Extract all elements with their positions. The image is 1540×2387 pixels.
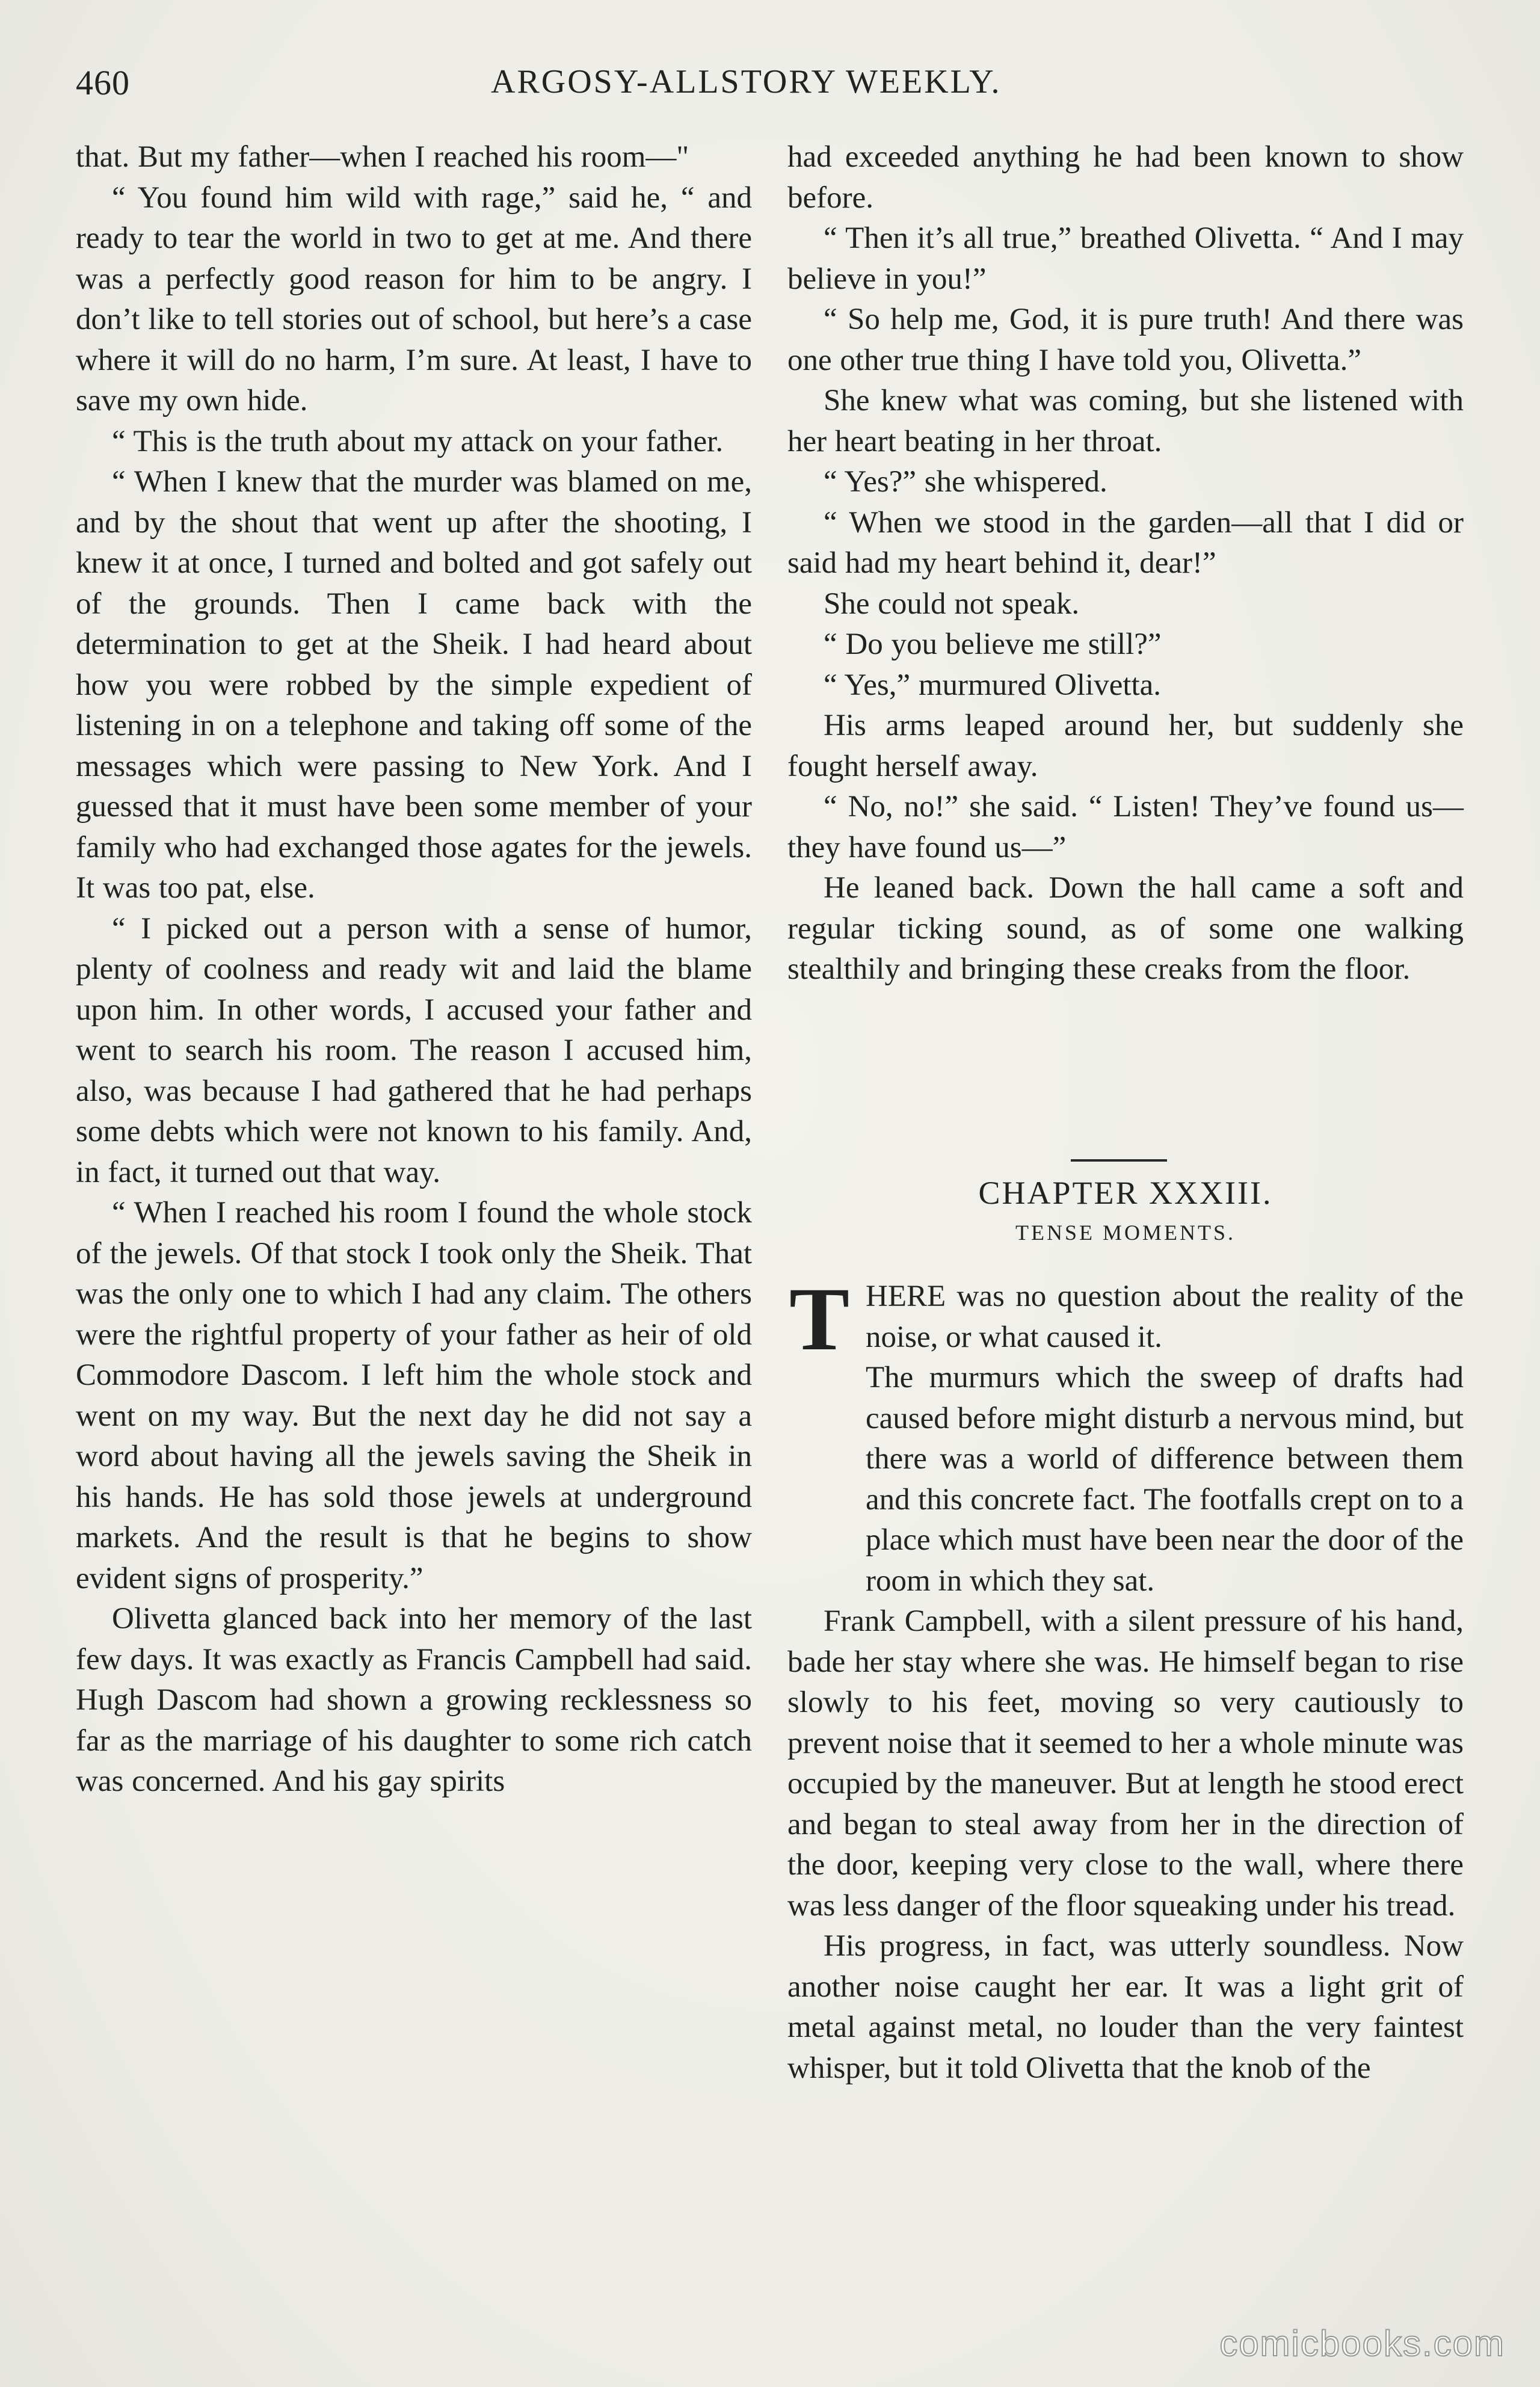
paragraph: He leaned back. Down the hall came a soft and regular ticking sound, as of some one walking stealthily and bringing these creaks from the floor. bbox=[787, 871, 1464, 986]
paragraph: “ No, no!” she said. “ Listen! They’ve found us—they have found us—” bbox=[787, 790, 1464, 864]
paragraph: “ When we stood in the garden—all that I did or said had my heart behind it, dear!” bbox=[787, 505, 1464, 580]
paragraph: that. But my father—when I reached his room—" bbox=[76, 140, 689, 174]
paragraph: had exceeded anything he had been known to show before. bbox=[787, 140, 1464, 215]
paragraph: “ I picked out a person with a sense of humor, plenty of coolness and ready wit and laid the blame upon him. In other words, I accused your father and went to search his room. The reason I accused him, also, was because I had gathered that he had perhaps some debts which were not known to his family. And, in fact, it turned out that way. bbox=[76, 911, 752, 1189]
paragraph: His arms leaped around her, but suddenly she fought herself away. bbox=[787, 709, 1464, 783]
paragraph: “ This is the truth about my attack on your father. bbox=[112, 424, 724, 458]
paragraph: “ Yes,” murmured Olivetta. bbox=[824, 668, 1162, 702]
watermark-logo: comicbooks.com bbox=[1219, 2323, 1505, 2364]
chapter-paragraph: Frank Campbell, with a silent pressure of his hand, bade her stay where she was. He himself began to rise slowly to his feet, moving so very cautiously to prevent noise that it seemed to her a whole minute was occupied by the maneuver. But at length he stood erect and began to steal away from her in the direction of the door, keeping very close to the wall, where there was less danger of the floor squeaking under his tread. bbox=[787, 1604, 1464, 1923]
chapter-paragraph: His progress, in fact, was utterly soundless. Now another noise caught her ear. It was a light grit of metal against metal, no louder than the very faintest whisper, but it told Olivetta that the knob of the bbox=[787, 1929, 1464, 2085]
chapter-title: CHAPTER XXXIII. bbox=[978, 1175, 1273, 1211]
section-divider bbox=[1071, 1159, 1167, 1162]
chapter-first-paragraph-rest: The murmurs which the sweep of drafts had caused before might disturb a nervous mind, but there was a world of difference between them and this concrete fact. The footfalls crept on to a place which must have been near the door of the room in which they sat. bbox=[866, 1361, 1464, 1598]
paragraph: “ You found him wild with rage,” said he, “ and ready to tear the world in two to get at me. And there was a perfectly good reason for him to be angry. I don’t like to tell stories out of school, but here’s a case where it will do no harm, I’m sure. At least, I have to save my own hide. bbox=[76, 180, 752, 417]
drop-cap: T bbox=[789, 1269, 850, 1369]
paragraph: “ When I knew that the murder was blamed on me, and by the shout that went up after the shooting, I knew it at once, I turned and bolted and got safely out of the grounds. Then I came back with the determination to get at the Sheik. I had heard about how you were robbed by the simple expedient of listening in on a telephone and taking off some of the messages which were passing to New York. And I guessed that it must have been some member of your family who had exchanged those agates for the jewels. It was too pat, else. bbox=[76, 465, 752, 905]
paragraph: Olivetta glanced back into her memory of the last few days. It was exactly as Francis Campbell had said. Hugh Dascom had shown a growing recklessness so far as the marriage of his daughter to some rich catch was concerned. And his gay spirits bbox=[76, 1602, 752, 1798]
page-number: 460 bbox=[76, 63, 130, 102]
paragraph: “ Then it’s all true,” breathed Olivetta. “ And I may believe in you!” bbox=[787, 221, 1464, 296]
right-text-column bbox=[787, 137, 1464, 990]
paragraph: “ Yes?” she whispered. bbox=[824, 465, 1107, 499]
paragraph: She knew what was coming, but she listened with her heart beating in her throat. bbox=[787, 384, 1464, 458]
chapter-body bbox=[787, 1277, 1464, 2089]
running-title: ARGOSY-ALLSTORY WEEKLY. bbox=[491, 63, 1002, 100]
paragraph: “ So help me, God, it is pure truth! And there was one other true thing I have told you, Olivetta.” bbox=[787, 303, 1464, 377]
left-text-column bbox=[76, 137, 752, 1802]
chapter-subtitle: TENSE MOMENTS. bbox=[1015, 1221, 1236, 1245]
paragraph: She could not speak. bbox=[824, 587, 1080, 621]
paragraph: “ Do you believe me still?” bbox=[824, 627, 1162, 661]
page-header bbox=[76, 63, 1465, 111]
paragraph: “ When I reached his room I found the whole stock of the jewels. Of that stock I took only the Sheik. That was the only one to which I had any claim. The others were the rightful property of your father as heir of old Commodore Dascom. I left him the whole stock and went on my way. But the next day he did not say a word about having all the jewels saving the Sheik in his hands. He has sold those jewels at underground markets. And the result is that he begins to show evident signs of prosperity.” bbox=[76, 1196, 752, 1595]
chapter-first-paragraph-line: HERE was no question about the reality of the noise, or what caused it. bbox=[866, 1280, 1464, 1354]
